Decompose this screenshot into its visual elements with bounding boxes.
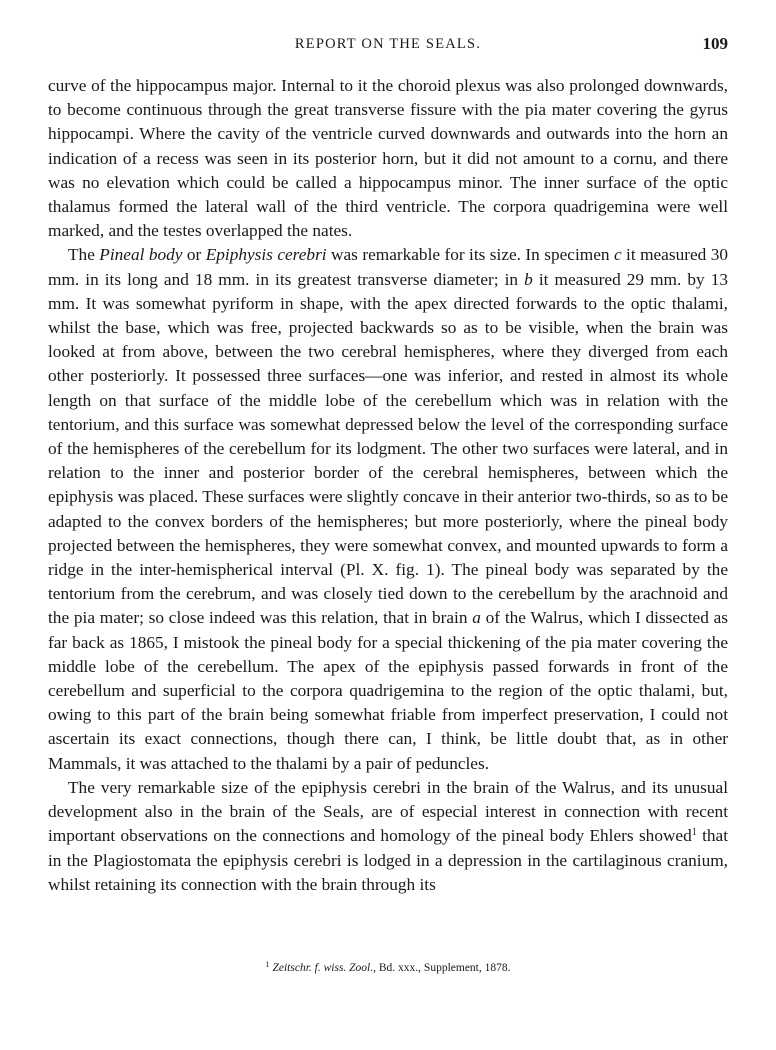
text-run: it measured 29 mm. by 13 mm. It was somewhat pyriform in shape, with the apex directed forwards to the optic thalami, whilst the base, which was free, projected backwards so as to be visible, when the brain was looked at from above, between the two cerebral hemispheres, where they diverged from each other posteriorly. It possessed three surfaces—one was inferior, and rested in almost its whole length on that surface of the middle lobe of the cerebellum which was in relation with the tentorium, and this surface was somewhat depressed below the level of the corresponding surface of the hemispheres of the cerebellum for its lodgment. The other two surfaces were lateral, and in relation to the inner and posterior border of the cerebral hemispheres, between which the epiphysis was placed. These surfaces were slightly concave in their anterior two-thirds, so as to be adapted to the convex borders of the hemispheres; but more posteriorly, where the pineal body projected between the hemispheres, they were somewhat convex, and mounted upwards to form a ridge in the inter-hemispherical interval (Pl. X. fig. 1). The pineal body was separated by the tentorium from the cerebrum, and was closely tied down to the cerebellum by the arachnoid and the pia mater; so close indeed was this relation, that in brain (48, 269, 728, 628)
footnote-citation: , Bd. xxx., Supplement, 1878. (373, 962, 511, 974)
term-epiphysis-cerebri: Epiphysis cerebri (205, 245, 327, 265)
running-title: REPORT ON THE SEALS. (294, 36, 482, 52)
text-run: The very remarkable size of the epiphysis cerebri in the brain of the Walrus, and its unusual development also in the brain of the Seals, are of especial interest in connection with recent important observations on the connections and homology of the pineal body Ehlers showed (48, 777, 728, 846)
page-number: 109 (702, 34, 728, 53)
text-run: or (182, 245, 206, 265)
paragraph-continued: curve of the hippocampus major. Internal to it the choroid plexus was also prolonged downwards, to become continuous through the great transverse fissure with the pia mater covering the gyrus hippocampi. Where the cavity of the ventricle curved downwards and outwards into the horn an indication of a recess was seen in its posterior horn, but it did not amount to a cornu, and there was no elevation which could be called a hippocampus minor. The inner surface of the optic thalamus formed the lateral wall of the third ventricle. The corpora quadrigemina were well marked, and the testes overlapped the nates. (48, 76, 728, 241)
specimen-b: b (524, 269, 533, 289)
page (48, 34, 729, 974)
paragraph-walrus-epiphysis (48, 776, 728, 897)
footnote (48, 960, 728, 974)
specimen-a: a (472, 608, 481, 628)
footnote-reference[interactable]: 1 (691, 827, 697, 839)
text-run: that in the Plagiostomata the epiphysis cerebri is lodged in a depression in the cartilaginous cranium, whilst retaining its connection with the brain through its (48, 826, 728, 894)
text-run: The (68, 245, 100, 265)
term-pineal-body: Pineal body (99, 245, 183, 265)
specimen-c: c (613, 245, 622, 265)
text-run: was remarkable for its size. In specimen (326, 245, 614, 265)
text-run: it measured 30 mm. in its long and 18 mm. in its greatest transverse diameter; in (48, 245, 728, 289)
text-run: of the Walrus, which I dissected as far back as 1865, I mistook the pineal body for a special thickening of the pia mater covering the middle lobe of the cerebellum. The apex of the epiphysis passed forwards in front of the cerebellum and superficial to the corpora quadrigemina to the region of the optic thalami, but, owing to this part of the brain being somewhat friable from imperfect preservation, I could not ascertain its exact connections, though there can, I think, be little doubt that, as in other Mammals, it was attached to the thalami by a pair of peduncles. (48, 608, 729, 773)
paragraph-pineal-body (48, 243, 728, 775)
page-header (48, 36, 728, 60)
footnote-mark: 1 (265, 960, 270, 969)
footnote-journal: Zeitschr. f. wiss. Zool. (272, 962, 374, 974)
